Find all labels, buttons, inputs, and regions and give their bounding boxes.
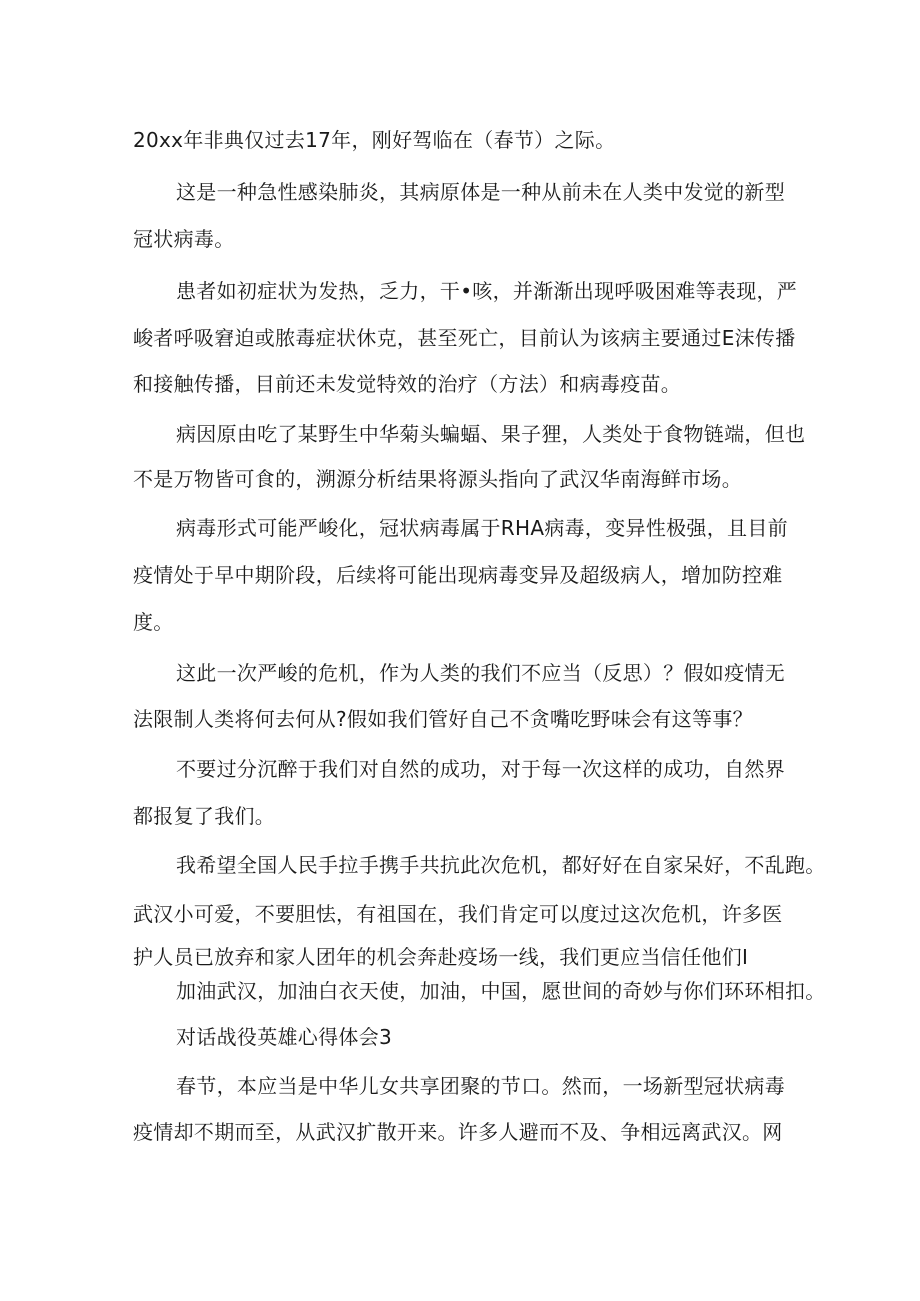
text-line: 我希望全国人民手拉手携手共抗此次危机，都好好在自家呆好，不乱跑。 [176,853,826,877]
text-line: 患者如初症状为发热，乏力，干•咳，并渐渐出现呼吸困难等表现，严 [176,279,798,303]
text-line: 度。 [133,610,174,634]
text-line: 峻者呼吸窘迫或脓毒症状休克，甚至死亡，目前认为该病主要通过E沫传播 [133,326,796,350]
text-line: 加油武汉，加油白衣天使，加油，中国，愿世间的奇妙与你们环环相扣。 [176,979,826,1003]
text-line: 这是一种急性感染肺炎，其病原体是一种从前未在人类中发觉的新型 [176,180,785,204]
text-line: 不是万物皆可食的，溯源分析结果将源头指向了武汉华南海鲜市场。 [133,467,742,491]
text-line: 疫情处于早中期阶段，后续将可能出现病毒变异及超级病人，增加防控难 [133,563,783,587]
text-line: 都报复了我们。 [133,804,276,828]
text-line: 护人员已放弃和家人团年的机会奔赴疫场一线，我们更应当信任他们I [133,945,749,969]
text-line: 病毒形式可能严峻化，冠状病毒属于RHA病毒，变异性极强，且目前 [176,516,788,540]
text-line: 武汉小可爱，不要胆怯，有祖国在，我们肯定可以度过这次危机，许多医 [133,902,783,926]
text-line: 这此一次严峻的危机，作为人类的我们不应当（反思）？假如疫情无 [176,661,785,685]
text-line: 20xx年非典仅过去17年，刚好驾临在（春节）之际。 [133,128,616,152]
text-line: 冠状病毒。 [133,227,235,251]
text-line: 春节，本应当是中华儿女共享团聚的节口。然而，一场新型冠状病毒 [176,1074,785,1098]
text-line: 病因原由吃了某野生中华菊头蝙蝠、果子狸，人类处于食物链端，但也 [176,422,806,446]
text-line: 不要过分沉醉于我们对自然的成功，对于每一次这样的成功，自然界 [176,757,785,781]
section-heading: 对话战役英雄心得体会3 [176,1025,393,1049]
text-line: 疫情却不期而至，从武汉扩散开来。许多人避而不及、争相远离武汉。网 [133,1120,783,1144]
text-line: 和接触传播，目前还未发觉特效的治疗（方法）和病毒疫苗。 [133,372,682,396]
text-line: 法限制人类将何去何从?假如我们管好自己不贪嘴吃野味会有这等事？ [133,707,753,731]
